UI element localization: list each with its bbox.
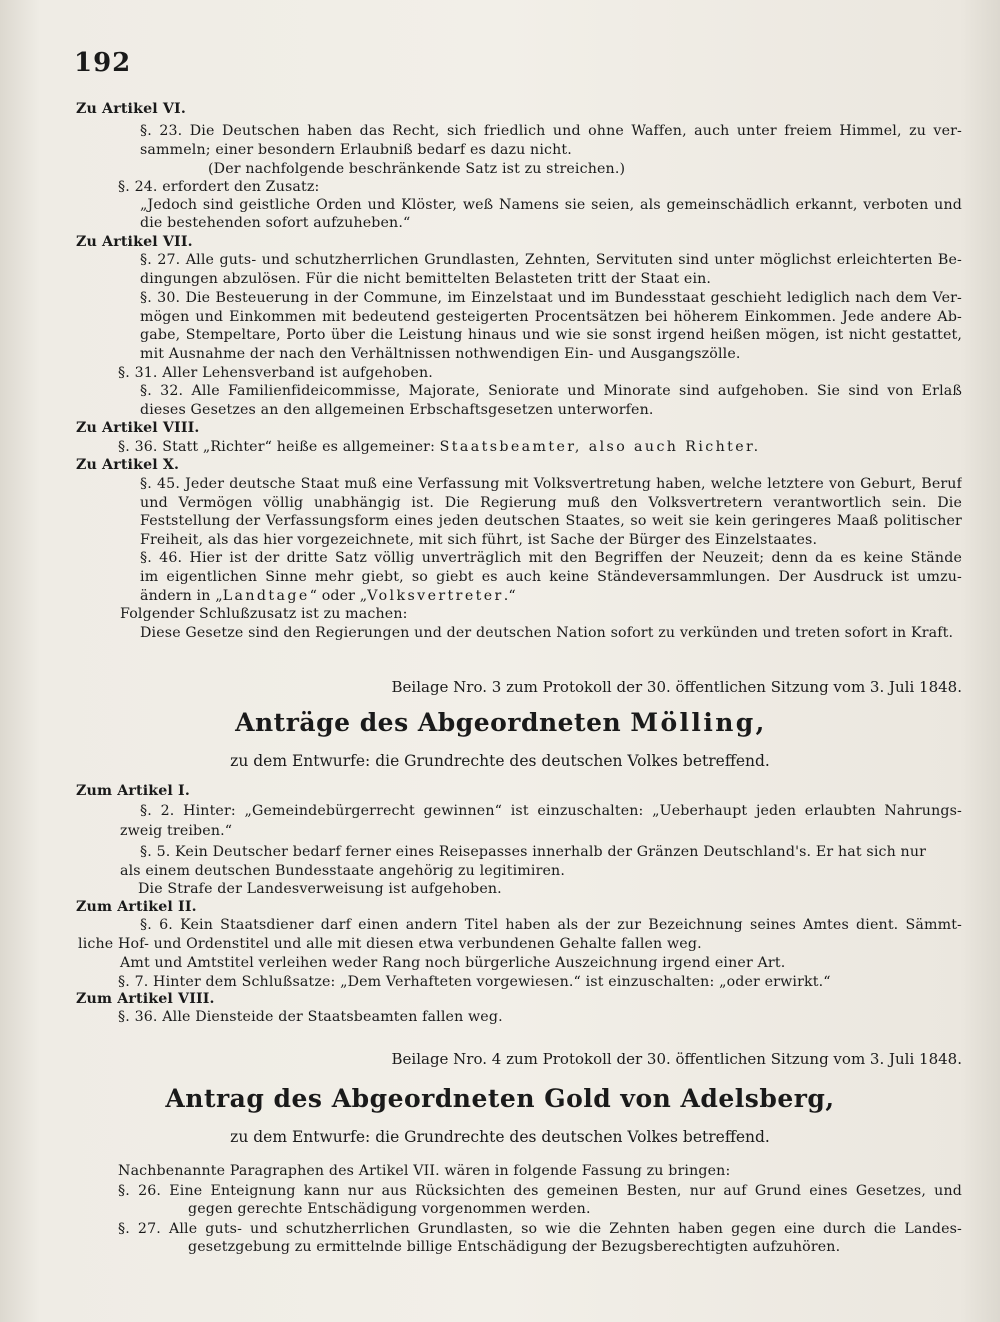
para-45-line3: Feststellung der Verfassungsform eines jeden deutschen Staates, so weit sie kein geringeres Maaß politischer (140, 513, 962, 529)
para-46-text-a: ändern in „ (140, 588, 223, 604)
page-number: 192 (74, 48, 132, 78)
closing-sentence: Diese Gesetze sind den Regierungen und der deutschen Nation sofort zu verkünden und treten sofort in Kraft. (140, 625, 954, 641)
para-46-text-b: “ oder „ (309, 588, 368, 604)
heading-zum-artikel-8: Zum Artikel VIII. (76, 991, 215, 1007)
title-moelling-a: Anträge des Abgeordneten (235, 708, 631, 737)
para-32-line1: §. 32. Alle Familienfideicommisse, Majorate, Seniorate und Minorate sind aufgehoben. Sie sind von Erlaß (140, 383, 962, 399)
para-27-line2: dingungen abzulösen. Für die nicht bemittelten Belasteten tritt der Staat ein. (140, 271, 712, 287)
closing-intro: Folgender Schlußzusatz ist zu machen: (120, 606, 408, 622)
moelling-para-6-line1: §. 6. Kein Staatsdiener darf einen andern Titel haben als der zur Bezeichnung seines Amtes dient. Sämmt- (140, 917, 962, 933)
gold-para-26-line1: §. 26. Eine Enteignung kann nur aus Rücksichten des gemeinen Besten, nur auf Grund eines Gesetzes, und (118, 1183, 962, 1199)
para-27-line1: §. 27. Alle guts- und schutzherrlichen Grundlasten, Zehnten, Servituten sind unter möglichst erleichterten Be- (140, 252, 962, 268)
para-46-volksvertreter: Volksvertreter (367, 588, 504, 604)
para-36-text: §. 36. Statt „Richter“ heiße es allgemeiner: (118, 439, 440, 455)
para-32-line2: dieses Gesetzes an den allgemeinen Erbschaftsgesetzen unterworfen. (140, 402, 654, 418)
heading-zum-artikel-2: Zum Artikel II. (76, 899, 197, 915)
moelling-para-6-line2: liche Hof- und Ordenstitel und alle mit diesen etwa verbundenen Gehalte fallen weg. (78, 936, 702, 952)
heading-article-10: Zu Artikel X. (76, 457, 180, 473)
gold-para-27-line1: §. 27. Alle guts- und schutzherrlichen Grundlasten, so wie die Zehnten haben gegen eine durch die Landes- (118, 1221, 962, 1237)
title-moelling-c: , (755, 708, 765, 737)
gold-para-27-line2: gesetzgebung zu ermittelnde billige Entschädigung der Bezugsberechtigten aufzuhören. (188, 1239, 841, 1255)
para-30-line1: §. 30. Die Besteuerung in der Commune, im Einzelstaat und im Bundesstaat geschieht lediglich nach dem Ver- (140, 290, 962, 306)
heading-article-6: Zu Artikel VI. (76, 101, 186, 117)
moelling-para-5-line2: als einem deutschen Bundesstaate angehörig zu legitimiren. (120, 863, 565, 879)
para-46-text-c: .“ (503, 588, 516, 604)
para-45-line4: Freiheit, als das hier vorgezeichnete, mit sich führt, ist Sache der Bürger des Einzelstaates. (140, 532, 818, 548)
para-46-landtage: Landtage (222, 588, 310, 604)
heading-article-7: Zu Artikel VII. (76, 234, 193, 250)
para-36-emphasis: Staatsbeamter, also auch Richter. (439, 439, 761, 455)
para-23-note: (Der nachfolgende beschränkende Satz ist zu streichen.) (208, 161, 626, 177)
para-36 (118, 438, 761, 456)
para-45-line1: §. 45. Jeder deutsche Staat muß eine Verfassung mit Volksvertretung haben, welche letztere von Geburt, Beruf (140, 476, 962, 492)
para-46-line1: §. 46. Hier ist der dritte Satz völlig unverträglich mit den Begriffen der Neuzeit; denn da es keine Stände (140, 550, 962, 566)
para-30-line4: mit Ausnahme der nach den Verhältnissen nothwendigen Ein- und Ausgangszölle. (140, 346, 741, 362)
para-46-line3 (140, 587, 516, 605)
subtitle-gold: zu dem Entwurfe: die Grundrechte des deutschen Volkes betreffend. (230, 1128, 770, 1146)
beilage-4: Beilage Nro. 4 zum Protokoll der 30. öffentlichen Sitzung vom 3. Juli 1848. (391, 1050, 962, 1068)
moelling-para-36: §. 36. Alle Diensteide der Staatsbeamten fallen weg. (118, 1009, 503, 1025)
title-moelling-name: Mölling (630, 708, 756, 737)
gold-para-26-line2: gegen gerechte Entschädigung vorgenommen werden. (188, 1201, 591, 1217)
para-24-line1: §. 24. erfordert den Zusatz: (118, 179, 320, 195)
moelling-para-5-line1: §. 5. Kein Deutscher bedarf ferner eines Reisepasses innerhalb der Gränzen Deutschland's. Er hat sich nur (140, 844, 927, 860)
para-30-line3: gabe, Stempeltare, Porto über die Leistung hinaus und wie sie sonst irgend heißen mögen, ist nicht gestattet, (140, 327, 962, 343)
para-24-line3: die bestehenden sofort aufzuheben.“ (140, 215, 411, 231)
title-gold: Antrag des Abgeordneten Gold von Adelsberg, (165, 1084, 835, 1113)
moelling-para-2-line1: §. 2. Hinter: „Gemeindebürgerrecht gewinnen“ ist einzuschalten: „Ueberhaupt jeden erlaubten Nahrungs- (140, 803, 962, 819)
moelling-para-6-line3: Amt und Amtstitel verleihen weder Rang noch bürgerliche Auszeichnung irgend einer Art. (120, 955, 786, 971)
subtitle-moelling: zu dem Entwurfe: die Grundrechte des deutschen Volkes betreffend. (230, 752, 770, 770)
para-24-line2: „Jedoch sind geistliche Orden und Klöster, weß Namens sie seien, als gemeinschädlich erkannt, verboten und (140, 197, 962, 213)
para-31: §. 31. Aller Lehensverband ist aufgehoben. (118, 365, 433, 381)
heading-zum-artikel-1: Zum Artikel I. (76, 783, 190, 799)
moelling-para-5-line3: Die Strafe der Landesverweisung ist aufgehoben. (138, 881, 502, 897)
para-30-line2: mögen und Einkommen mit bedeutend gesteigerten Procentsätzen bei höherem Einkommen. Jede andere Ab- (140, 309, 962, 325)
heading-article-8: Zu Artikel VIII. (76, 420, 200, 436)
gold-intro: Nachbenannte Paragraphen des Artikel VII. wären in folgende Fassung zu bringen: (118, 1163, 731, 1179)
beilage-3: Beilage Nro. 3 zum Protokoll der 30. öffentlichen Sitzung vom 3. Juli 1848. (391, 678, 962, 696)
para-45-line2: und Vermögen völlig unabhängig ist. Die Regierung muß den Volksvertretern verantwortlich sein. Die (140, 495, 962, 511)
moelling-para-7: §. 7. Hinter dem Schlußsatze: „Dem Verhafteten vorgewiesen.“ ist einzuschalten: „oder erwirkt.“ (118, 974, 831, 990)
para-46-line2: im eigentlichen Sinne mehr giebt, so giebt es auch keine Ständeversammlungen. Der Ausdruck ist umzu- (140, 569, 962, 585)
para-23-line1: §. 23. Die Deutschen haben das Recht, sich friedlich und ohne Waffen, auch unter freiem Himmel, zu ver- (140, 123, 962, 139)
moelling-para-2-line2: zweig treiben.“ (120, 823, 233, 839)
title-moelling (0, 708, 1000, 737)
para-23-line2: sammeln; einer besondern Erlaubniß bedarf es dazu nicht. (140, 142, 572, 158)
